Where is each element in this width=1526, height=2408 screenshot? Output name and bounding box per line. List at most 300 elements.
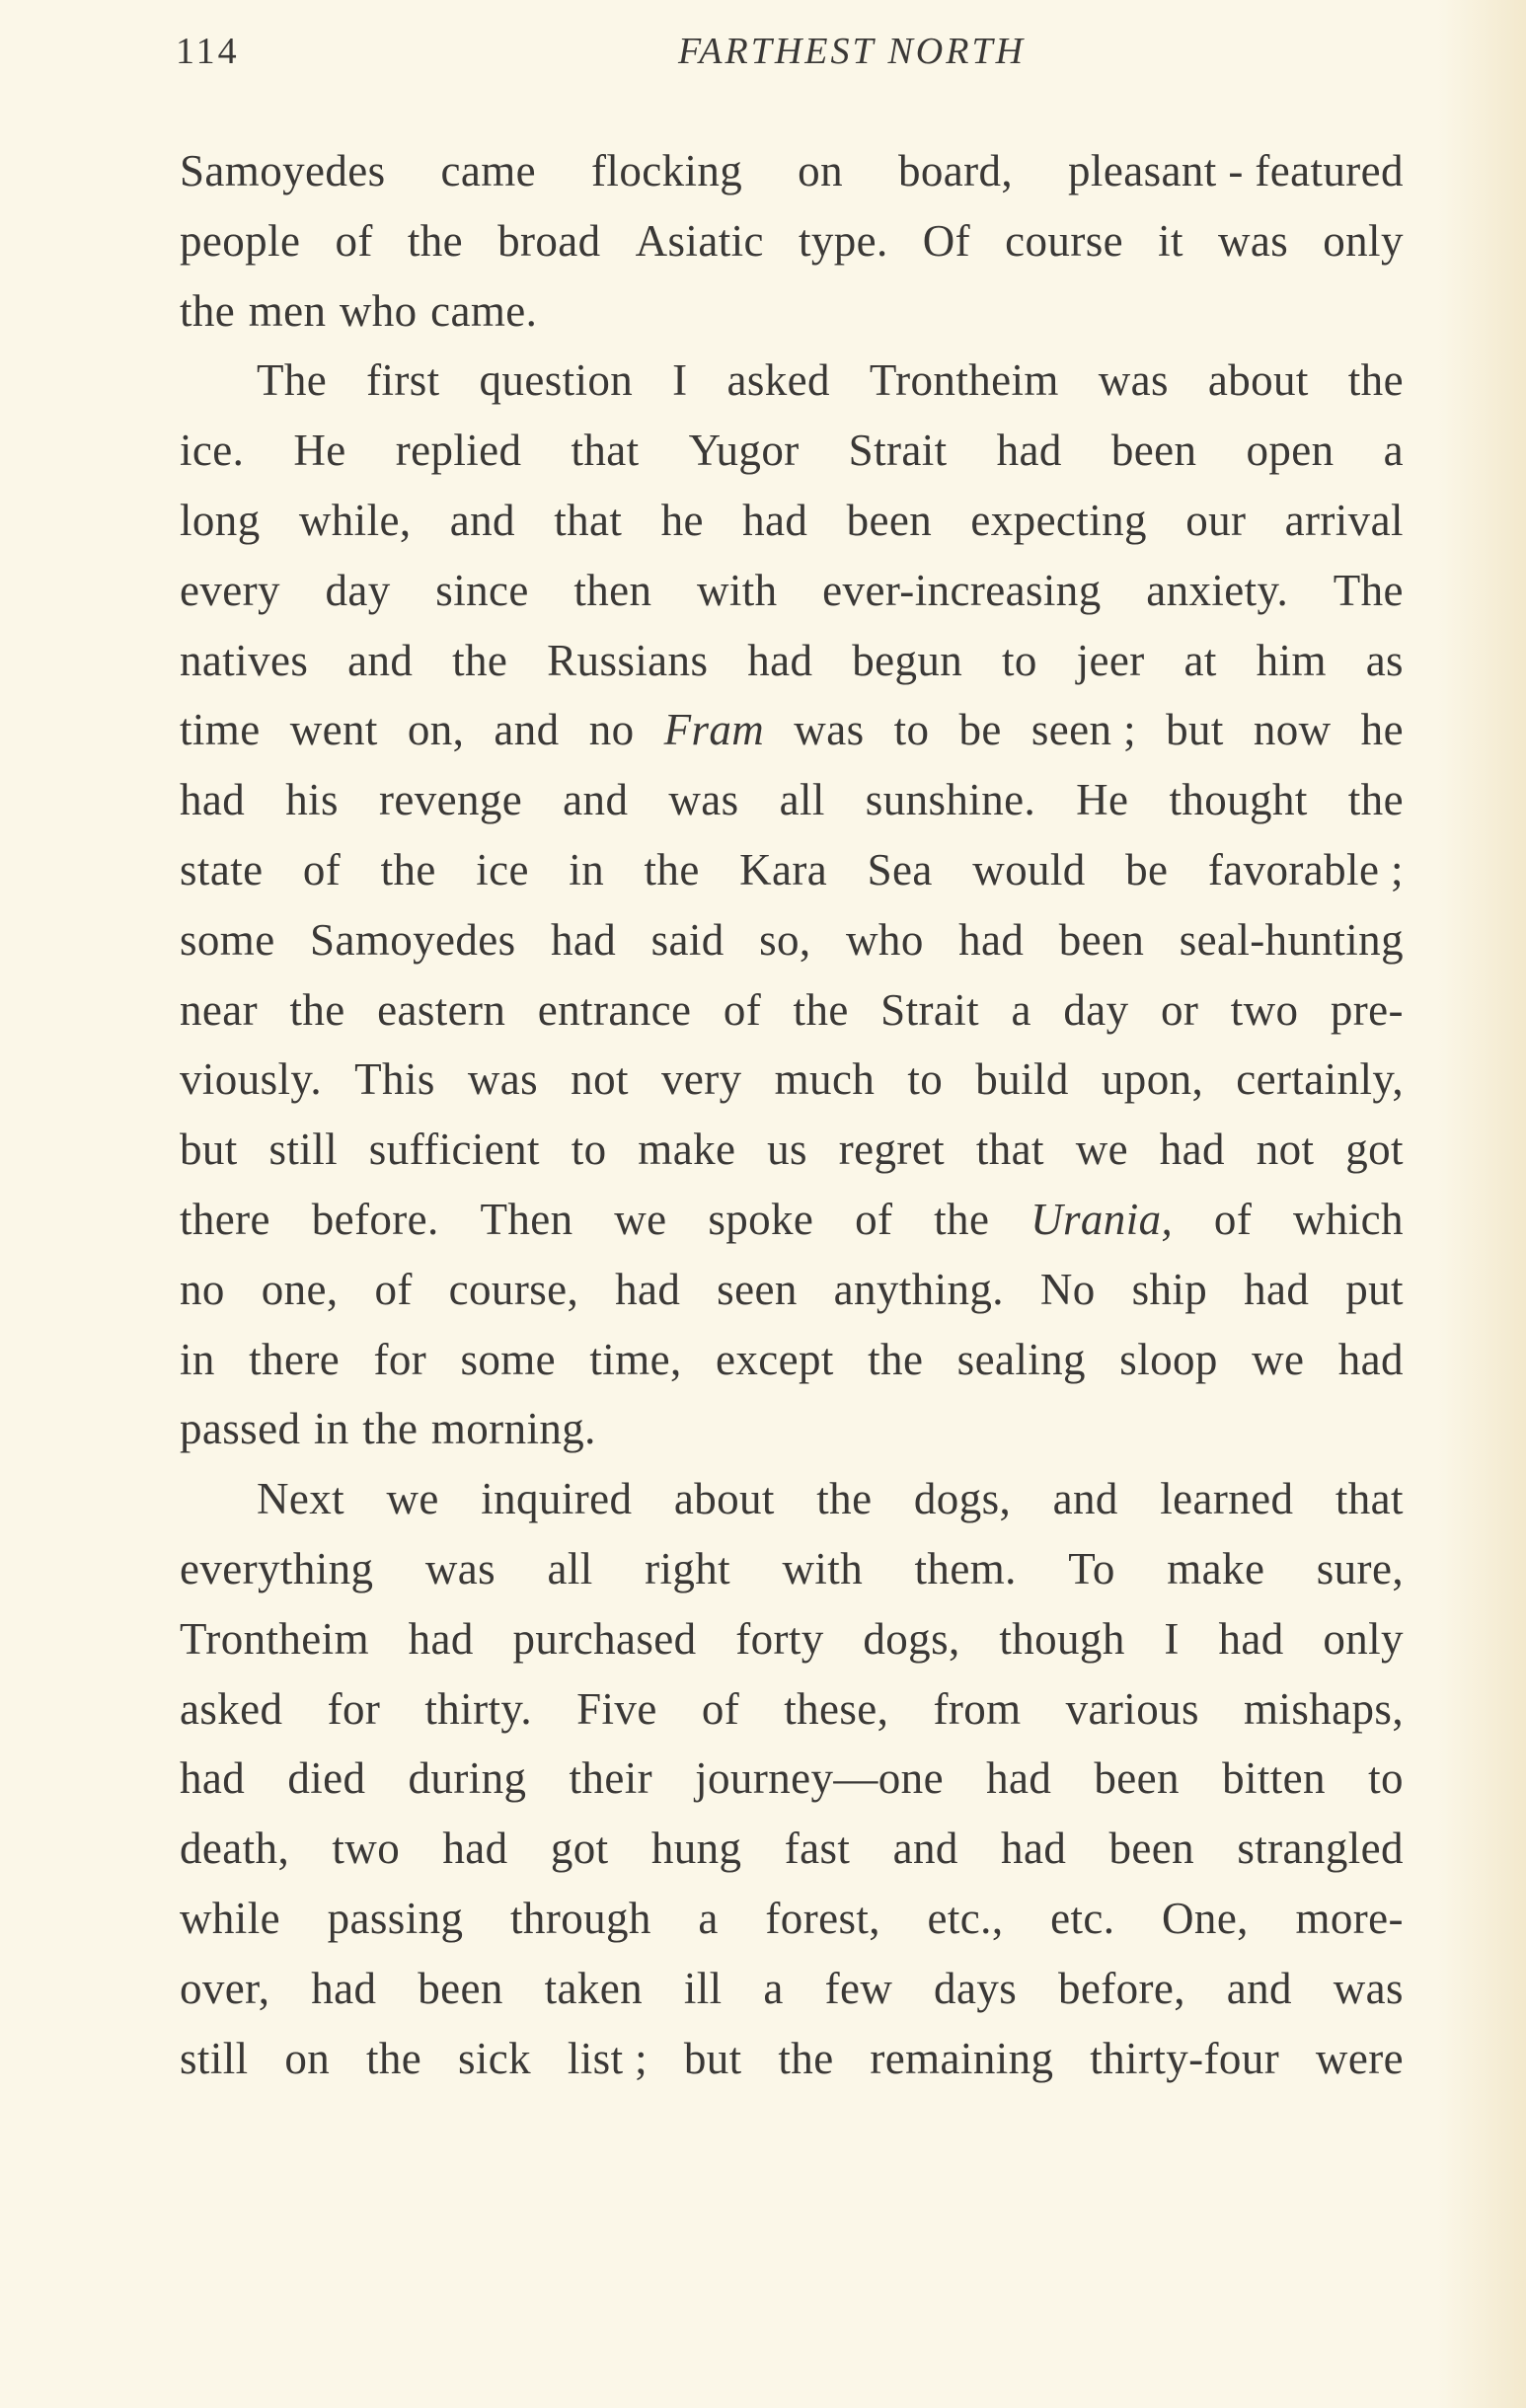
text-line — [180, 1954, 1404, 2024]
word: Strait — [848, 426, 948, 476]
word: dogs, — [863, 1613, 960, 1664]
word: of — [1213, 1194, 1253, 1244]
body-text — [180, 136, 1404, 2093]
word: had — [408, 1613, 474, 1664]
word: was — [1333, 1963, 1404, 2013]
word: about — [673, 1474, 775, 1524]
word: had — [1001, 1824, 1067, 1874]
word: the — [452, 635, 508, 685]
page-edge-shadow — [1437, 0, 1526, 2408]
word: purchased — [512, 1613, 697, 1664]
word: and — [1052, 1474, 1118, 1524]
word: type. — [798, 215, 888, 266]
word: to — [1002, 635, 1037, 685]
word: was — [1217, 215, 1289, 266]
word: about — [1207, 355, 1309, 406]
word: on, — [407, 705, 465, 755]
word: the — [362, 1404, 419, 1454]
word: Sea — [867, 844, 933, 894]
word: in — [180, 1334, 215, 1384]
word: remaining — [870, 2033, 1054, 2083]
word: we — [614, 1194, 667, 1244]
word: days — [934, 1963, 1018, 2013]
word: had — [747, 635, 813, 685]
word: One, — [1162, 1893, 1249, 1943]
word: not — [571, 1054, 629, 1105]
word: for — [327, 1683, 381, 1734]
word: their — [569, 1753, 652, 1804]
word: natives — [180, 635, 309, 685]
word: in — [313, 1404, 349, 1454]
word: to — [907, 1054, 944, 1105]
word: people — [180, 215, 301, 266]
word: of — [374, 1264, 413, 1314]
word: few — [824, 1963, 893, 2013]
word: day — [1063, 984, 1129, 1035]
word: Trontheim — [869, 355, 1059, 406]
word: and — [892, 1824, 958, 1874]
word: still — [268, 1125, 339, 1175]
word: that — [975, 1125, 1044, 1175]
word: there — [249, 1334, 341, 1384]
text-line — [180, 1255, 1404, 1325]
word: To — [1068, 1543, 1115, 1593]
word: of — [335, 215, 373, 266]
word: favorable ; — [1207, 844, 1404, 894]
word: regret — [838, 1125, 946, 1175]
word: broad — [497, 215, 601, 266]
word: put — [1345, 1264, 1404, 1314]
word: fast — [784, 1824, 851, 1874]
text-line — [180, 695, 1404, 765]
word: then — [573, 565, 652, 615]
word: all — [547, 1543, 593, 1593]
word: came — [440, 146, 537, 195]
word: got — [550, 1824, 609, 1874]
word: be — [958, 705, 1002, 755]
word: had — [615, 1264, 681, 1314]
word: for — [373, 1334, 427, 1384]
word: that — [554, 495, 623, 545]
word: thirty-four — [1090, 2033, 1280, 2083]
word: the — [380, 844, 436, 894]
page-number: 114 — [176, 31, 240, 72]
word: of — [723, 984, 762, 1035]
word: died — [287, 1753, 366, 1804]
word: was — [424, 1543, 496, 1593]
text-line — [180, 975, 1404, 1046]
word: the — [289, 984, 345, 1035]
text-line — [180, 556, 1404, 626]
text-line — [180, 1325, 1404, 1395]
word: at — [1183, 635, 1217, 685]
word: spoke — [708, 1194, 814, 1244]
word: said — [650, 914, 725, 965]
word: had — [1159, 1125, 1225, 1175]
text-line — [180, 1185, 1404, 1255]
word: sure, — [1316, 1543, 1404, 1593]
text-line — [180, 486, 1404, 556]
word: over, — [180, 1963, 270, 2013]
word: with — [696, 565, 778, 615]
word: inquired — [481, 1474, 633, 1524]
word: expecting — [970, 495, 1147, 545]
word: forty — [735, 1613, 824, 1664]
word: and — [449, 495, 515, 545]
word: time — [180, 705, 261, 755]
word: arrival — [1284, 495, 1404, 545]
word: a — [698, 1893, 719, 1943]
word: no — [180, 1264, 225, 1314]
word: forest, — [765, 1893, 880, 1943]
text-line — [180, 1045, 1404, 1115]
word: journey—one — [695, 1753, 944, 1804]
word: had — [1218, 1613, 1284, 1664]
word: but — [1166, 705, 1224, 755]
text-line — [180, 1674, 1404, 1745]
word: as — [1365, 635, 1404, 685]
word: dogs, — [913, 1474, 1012, 1524]
word: we — [1252, 1334, 1305, 1384]
word: the — [407, 215, 463, 266]
word: everything — [180, 1543, 374, 1593]
italic-word: Urania, — [1030, 1194, 1174, 1244]
word: some — [460, 1334, 557, 1384]
word: since — [435, 565, 529, 615]
word: Trontheim — [180, 1613, 369, 1664]
word: passed — [180, 1404, 301, 1454]
word: a — [763, 1963, 784, 2013]
word: near — [180, 984, 259, 1035]
word: seen — [717, 1264, 798, 1314]
word: a — [1383, 426, 1404, 476]
word: had — [958, 914, 1025, 965]
word: ship — [1131, 1264, 1208, 1314]
text-line — [180, 835, 1404, 905]
word: Samoyedes — [180, 146, 386, 195]
word: the — [934, 1194, 990, 1244]
word: some — [180, 914, 275, 965]
text-line — [180, 1464, 1404, 1534]
text-line — [180, 765, 1404, 835]
word: we — [1075, 1125, 1128, 1175]
word: very — [660, 1054, 742, 1105]
text-line — [180, 136, 1404, 206]
word: time, — [589, 1334, 682, 1384]
word: had — [742, 495, 808, 545]
word: the — [793, 984, 849, 1035]
word: sick — [457, 2033, 532, 2083]
word: was — [1098, 355, 1169, 406]
word: revenge — [378, 775, 523, 825]
italic-word: Fram — [663, 705, 765, 755]
word: them. — [914, 1543, 1017, 1593]
word: only — [1323, 215, 1404, 266]
word: pre- — [1330, 984, 1404, 1035]
word: right — [645, 1543, 731, 1593]
text-line — [180, 416, 1404, 486]
word: and — [563, 775, 629, 825]
word: while, — [298, 495, 412, 545]
text-line — [180, 1884, 1404, 1954]
word: from — [933, 1683, 1022, 1734]
word: make — [638, 1125, 736, 1175]
word: of — [855, 1194, 893, 1244]
word: I — [1164, 1613, 1180, 1664]
word: that — [571, 426, 640, 476]
word: these, — [784, 1683, 889, 1734]
word: seen ; — [1030, 705, 1136, 755]
word: The — [1333, 565, 1404, 615]
word: or — [1160, 984, 1199, 1035]
word: went — [289, 705, 378, 755]
word: Samoyedes — [310, 914, 516, 965]
word: one, — [261, 1264, 339, 1314]
word: while — [180, 1893, 280, 1943]
word: been — [1108, 1824, 1195, 1874]
word: Asiatic — [635, 215, 764, 266]
word: the — [868, 1334, 924, 1384]
text-line — [180, 2024, 1404, 2094]
word: passing — [327, 1893, 464, 1943]
word: there — [180, 1194, 270, 1244]
word: him — [1256, 635, 1327, 685]
word: eastern — [377, 984, 506, 1035]
word: men — [248, 285, 327, 336]
word: we — [386, 1474, 439, 1524]
word: asked — [726, 355, 830, 406]
word: of — [701, 1683, 740, 1734]
word: anxiety. — [1146, 565, 1289, 615]
word: death, — [180, 1824, 290, 1874]
word: state — [180, 844, 264, 894]
word: two — [332, 1824, 401, 1874]
word: had — [996, 426, 1062, 476]
word: sufficient — [368, 1125, 540, 1175]
word: much — [774, 1054, 876, 1105]
text-line — [180, 276, 1404, 347]
word: Russians — [547, 635, 709, 685]
word: and — [347, 635, 414, 685]
word: mishaps, — [1244, 1683, 1404, 1734]
word: to — [893, 705, 930, 755]
word: Next — [257, 1474, 345, 1524]
word: our — [1185, 495, 1247, 545]
word: before, — [1057, 1963, 1185, 2013]
word: Kara — [739, 844, 828, 894]
word: been — [1094, 1753, 1180, 1804]
word: upon, — [1101, 1054, 1204, 1105]
word: build — [975, 1054, 1069, 1105]
word: the — [778, 2033, 834, 2083]
text-line — [180, 206, 1404, 276]
word: flocking — [591, 146, 743, 195]
word: and — [494, 705, 560, 755]
word: had — [180, 775, 246, 825]
word: he — [1360, 705, 1404, 755]
word: during — [408, 1753, 527, 1804]
word: taken — [544, 1963, 644, 2013]
word: entrance — [537, 984, 692, 1035]
word: every — [180, 565, 280, 615]
text-line — [180, 626, 1404, 696]
word: day — [325, 565, 391, 615]
word: to — [1368, 1753, 1404, 1804]
word: not — [1256, 1125, 1315, 1175]
word: came. — [430, 285, 538, 336]
word: strangled — [1237, 1824, 1404, 1874]
word: replied — [395, 426, 522, 476]
word: He — [1076, 775, 1129, 825]
word: more- — [1295, 1893, 1404, 1943]
word: This — [354, 1054, 435, 1105]
word: anything. — [833, 1264, 1004, 1314]
word: The — [257, 355, 328, 406]
word: except — [715, 1334, 834, 1384]
word: had — [1244, 1264, 1310, 1314]
word: only — [1323, 1613, 1404, 1664]
word: now — [1253, 705, 1332, 755]
word: been — [1058, 914, 1145, 965]
word: his — [285, 775, 339, 825]
text-line — [180, 1604, 1404, 1674]
running-head: FARTHEST NORTH — [677, 31, 1027, 72]
word: though — [999, 1613, 1125, 1664]
word: that — [1335, 1474, 1404, 1524]
word: before. — [311, 1194, 439, 1244]
word: certainly, — [1236, 1054, 1404, 1105]
word: but — [683, 2033, 742, 2083]
word: on — [284, 2033, 331, 2083]
word: Yugor — [688, 426, 800, 476]
word: two — [1230, 984, 1299, 1035]
word: so, — [759, 914, 811, 965]
text-line — [180, 346, 1404, 416]
word: open — [1246, 426, 1335, 476]
word: a — [1011, 984, 1031, 1035]
word: viously. — [180, 1054, 323, 1105]
text-line — [180, 1814, 1404, 1884]
word: Strait — [880, 984, 980, 1035]
word: sunshine. — [865, 775, 1036, 825]
word: the — [1347, 355, 1404, 406]
word: who — [846, 914, 924, 965]
word: had — [180, 1753, 246, 1804]
word: question — [479, 355, 634, 406]
word: make — [1167, 1543, 1265, 1593]
word: been — [418, 1963, 503, 2013]
word: of — [302, 844, 342, 894]
word: in — [569, 844, 605, 894]
word: Five — [576, 1683, 657, 1734]
word: morning. — [430, 1404, 596, 1454]
word: the — [365, 2033, 422, 2083]
word: was — [794, 705, 865, 755]
word: seal-hunting — [1179, 914, 1404, 965]
word: the — [1347, 775, 1404, 825]
text-line — [180, 1744, 1404, 1814]
word: and — [1226, 1963, 1292, 2013]
word: sealing — [956, 1334, 1086, 1384]
word: would — [972, 844, 1086, 894]
word: learned — [1160, 1474, 1294, 1524]
word: on — [798, 146, 843, 195]
text-line — [180, 1394, 1404, 1464]
word: sloop — [1119, 1334, 1218, 1384]
word: which — [1292, 1194, 1404, 1244]
word: but — [180, 1125, 238, 1175]
word: been — [1110, 426, 1197, 476]
word: ill — [683, 1963, 723, 2013]
word: jeer — [1076, 635, 1145, 685]
text-line — [180, 1115, 1404, 1185]
word: the — [816, 1474, 873, 1524]
word: with — [782, 1543, 864, 1593]
word: been — [846, 495, 933, 545]
word: ice — [476, 844, 529, 894]
word: bitten — [1222, 1753, 1326, 1804]
word: the — [644, 844, 700, 894]
page-header — [176, 30, 1410, 89]
text-line — [180, 1534, 1404, 1604]
word: ever-increasing — [822, 565, 1102, 615]
word: asked — [180, 1683, 283, 1734]
text-line — [180, 905, 1404, 975]
word: had — [311, 1963, 377, 2013]
word: hung — [650, 1824, 742, 1874]
word: had — [1337, 1334, 1404, 1384]
word: he — [660, 495, 704, 545]
word: still — [180, 2033, 249, 2083]
word: Of — [922, 215, 971, 266]
word: had — [551, 914, 617, 965]
word: it — [1158, 215, 1183, 266]
word: various — [1065, 1683, 1199, 1734]
word: board, — [897, 146, 1014, 195]
word: first — [366, 355, 440, 406]
word: course — [1005, 215, 1124, 266]
word: pleasant - featured — [1068, 146, 1404, 195]
word: got — [1345, 1125, 1404, 1175]
word: to — [571, 1125, 607, 1175]
word: list ; — [567, 2033, 649, 2083]
word: etc., — [927, 1893, 1004, 1943]
word: ice. — [180, 426, 245, 476]
word: I — [672, 355, 688, 406]
word: long — [180, 495, 261, 545]
word: who — [339, 285, 418, 336]
word: No — [1039, 1264, 1096, 1314]
word: be — [1125, 844, 1169, 894]
word: He — [293, 426, 346, 476]
word: through — [510, 1893, 651, 1943]
word: all — [779, 775, 825, 825]
word: no — [588, 705, 635, 755]
word: course, — [448, 1264, 579, 1314]
word: begun — [852, 635, 963, 685]
word: thought — [1169, 775, 1308, 825]
word: had — [442, 1824, 508, 1874]
word: the — [180, 285, 236, 336]
word: thirty. — [424, 1683, 532, 1734]
word: was — [467, 1054, 539, 1105]
word: etc. — [1050, 1893, 1115, 1943]
word: had — [986, 1753, 1052, 1804]
word: was — [668, 775, 739, 825]
word: Then — [480, 1194, 573, 1244]
word: us — [767, 1125, 807, 1175]
word: were — [1315, 2033, 1404, 2083]
